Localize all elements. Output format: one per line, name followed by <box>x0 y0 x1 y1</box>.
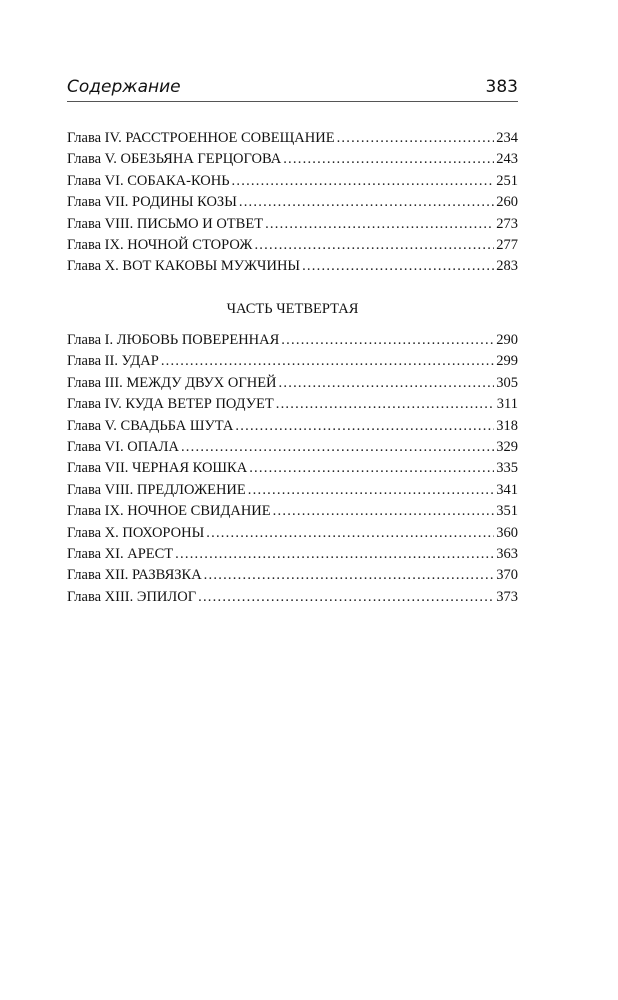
toc-entry[interactable] <box>67 256 518 277</box>
toc-entry-label: Глава XII. РАЗВЯЗКА <box>67 567 202 584</box>
toc-entry[interactable] <box>67 523 518 544</box>
toc-entry[interactable] <box>67 235 518 256</box>
dot-leader <box>249 458 494 479</box>
toc-entry-page: 363 <box>496 545 518 562</box>
dot-leader <box>276 394 495 415</box>
toc-entry[interactable] <box>67 149 518 170</box>
toc-entry[interactable] <box>67 373 518 394</box>
toc-entry-label: Глава VIII. ПИСЬМО И ОТВЕТ <box>67 215 264 232</box>
toc-entry-page: 351 <box>496 503 518 520</box>
toc-entry-label: Глава II. УДАР <box>67 353 159 370</box>
dot-leader <box>265 214 494 235</box>
dot-leader <box>198 587 494 608</box>
toc-entry[interactable] <box>67 458 518 479</box>
toc-entry[interactable] <box>67 501 518 522</box>
toc-entry-page: 341 <box>496 481 518 498</box>
toc-entry[interactable] <box>67 565 518 586</box>
toc-entry-label: Глава X. ПОХОРОНЫ <box>67 524 205 541</box>
dot-leader <box>204 565 495 586</box>
toc-entry-label: Глава IX. НОЧНОЕ СВИДАНИЕ <box>67 503 271 520</box>
dot-leader <box>235 416 494 437</box>
toc-entry-page: 283 <box>496 258 518 275</box>
toc-entry-page: 277 <box>496 236 518 253</box>
toc-entry[interactable] <box>67 171 518 192</box>
toc-entry[interactable] <box>67 192 518 213</box>
page-header <box>67 74 518 102</box>
toc-entry[interactable] <box>67 330 518 351</box>
toc-entry-page: 251 <box>496 172 518 189</box>
toc-entry-label: Глава VII. ЧЕРНАЯ КОШКА <box>67 460 248 477</box>
dot-leader <box>279 373 495 394</box>
toc-entry-page: 373 <box>496 588 518 605</box>
toc-part-four <box>67 330 518 608</box>
toc-entry-page: 329 <box>496 438 518 455</box>
dot-leader <box>302 256 494 277</box>
toc-entry-page: 305 <box>496 374 518 391</box>
dot-leader <box>175 544 494 565</box>
toc-entry[interactable] <box>67 351 518 372</box>
toc-entry-page: 360 <box>496 524 518 541</box>
toc-entry-label: Глава VII. РОДИНЫ КОЗЫ <box>67 194 237 211</box>
toc-entry-label: Глава V. ОБЕЗЬЯНА ГЕРЦОГОВА <box>67 151 282 168</box>
dot-leader <box>232 171 495 192</box>
toc-entry-page: 370 <box>496 567 518 584</box>
toc-entry-page: 299 <box>496 353 518 370</box>
toc-entry[interactable] <box>67 544 518 565</box>
toc-entry-label: Глава X. ВОТ КАКОВЫ МУЖЧИНЫ <box>67 258 301 275</box>
toc-entry[interactable] <box>67 480 518 501</box>
toc-entry[interactable] <box>67 437 518 458</box>
dot-leader <box>248 480 494 501</box>
toc-entry[interactable] <box>67 394 518 415</box>
dot-leader <box>281 330 494 351</box>
dot-leader <box>273 501 495 522</box>
toc-entry-label: Глава IV. РАССТРОЕННОЕ СОВЕЩАНИЕ <box>67 130 335 146</box>
running-title: Содержание <box>67 77 181 97</box>
toc-entry-label: Глава I. ЛЮБОВЬ ПОВЕРЕННАЯ <box>67 332 280 348</box>
toc-entry[interactable] <box>67 128 518 149</box>
toc-entry-page: 234 <box>496 130 518 146</box>
dot-leader <box>239 192 494 213</box>
dot-leader <box>337 128 495 149</box>
toc-entry-label: Глава VI. ОПАЛА <box>67 438 179 455</box>
toc-entry-page: 260 <box>496 194 518 211</box>
toc-entry-label: Глава V. СВАДЬБА ШУТА <box>67 417 234 434</box>
toc-entry[interactable] <box>67 587 518 608</box>
dot-leader <box>283 149 494 170</box>
page-number: 383 <box>485 77 518 97</box>
toc-entry-label: Глава III. МЕЖДУ ДВУХ ОГНЕЙ <box>67 374 277 391</box>
toc-entry-label: Глава IX. НОЧНОЙ СТОРОЖ <box>67 236 253 253</box>
toc-entry-page: 273 <box>496 215 518 232</box>
toc-entry-label: Глава XIII. ЭПИЛОГ <box>67 588 197 605</box>
toc-entry[interactable] <box>67 214 518 235</box>
dot-leader <box>161 351 494 372</box>
toc-entry-page: 290 <box>496 332 518 348</box>
toc-entry[interactable] <box>67 416 518 437</box>
toc-entry-page: 335 <box>496 460 518 477</box>
dot-leader <box>254 235 494 256</box>
toc-entry-label: Глава VI. СОБАКА-КОНЬ <box>67 172 230 189</box>
part-heading: ЧАСТЬ ЧЕТВЕРТАЯ <box>226 301 359 317</box>
toc-section-one <box>67 128 518 278</box>
toc-entry-label: Глава IV. КУДА ВЕТЕР ПОДУЕТ <box>67 396 274 413</box>
toc-entry-page: 318 <box>496 417 518 434</box>
toc-entry-page: 311 <box>496 396 518 413</box>
toc-entry-label: Глава VIII. ПРЕДЛОЖЕНИЕ <box>67 481 246 498</box>
dot-leader <box>181 437 494 458</box>
toc-entry-page: 243 <box>496 151 518 168</box>
dot-leader <box>206 523 494 544</box>
toc-entry-label: Глава XI. АРЕСТ <box>67 545 174 562</box>
